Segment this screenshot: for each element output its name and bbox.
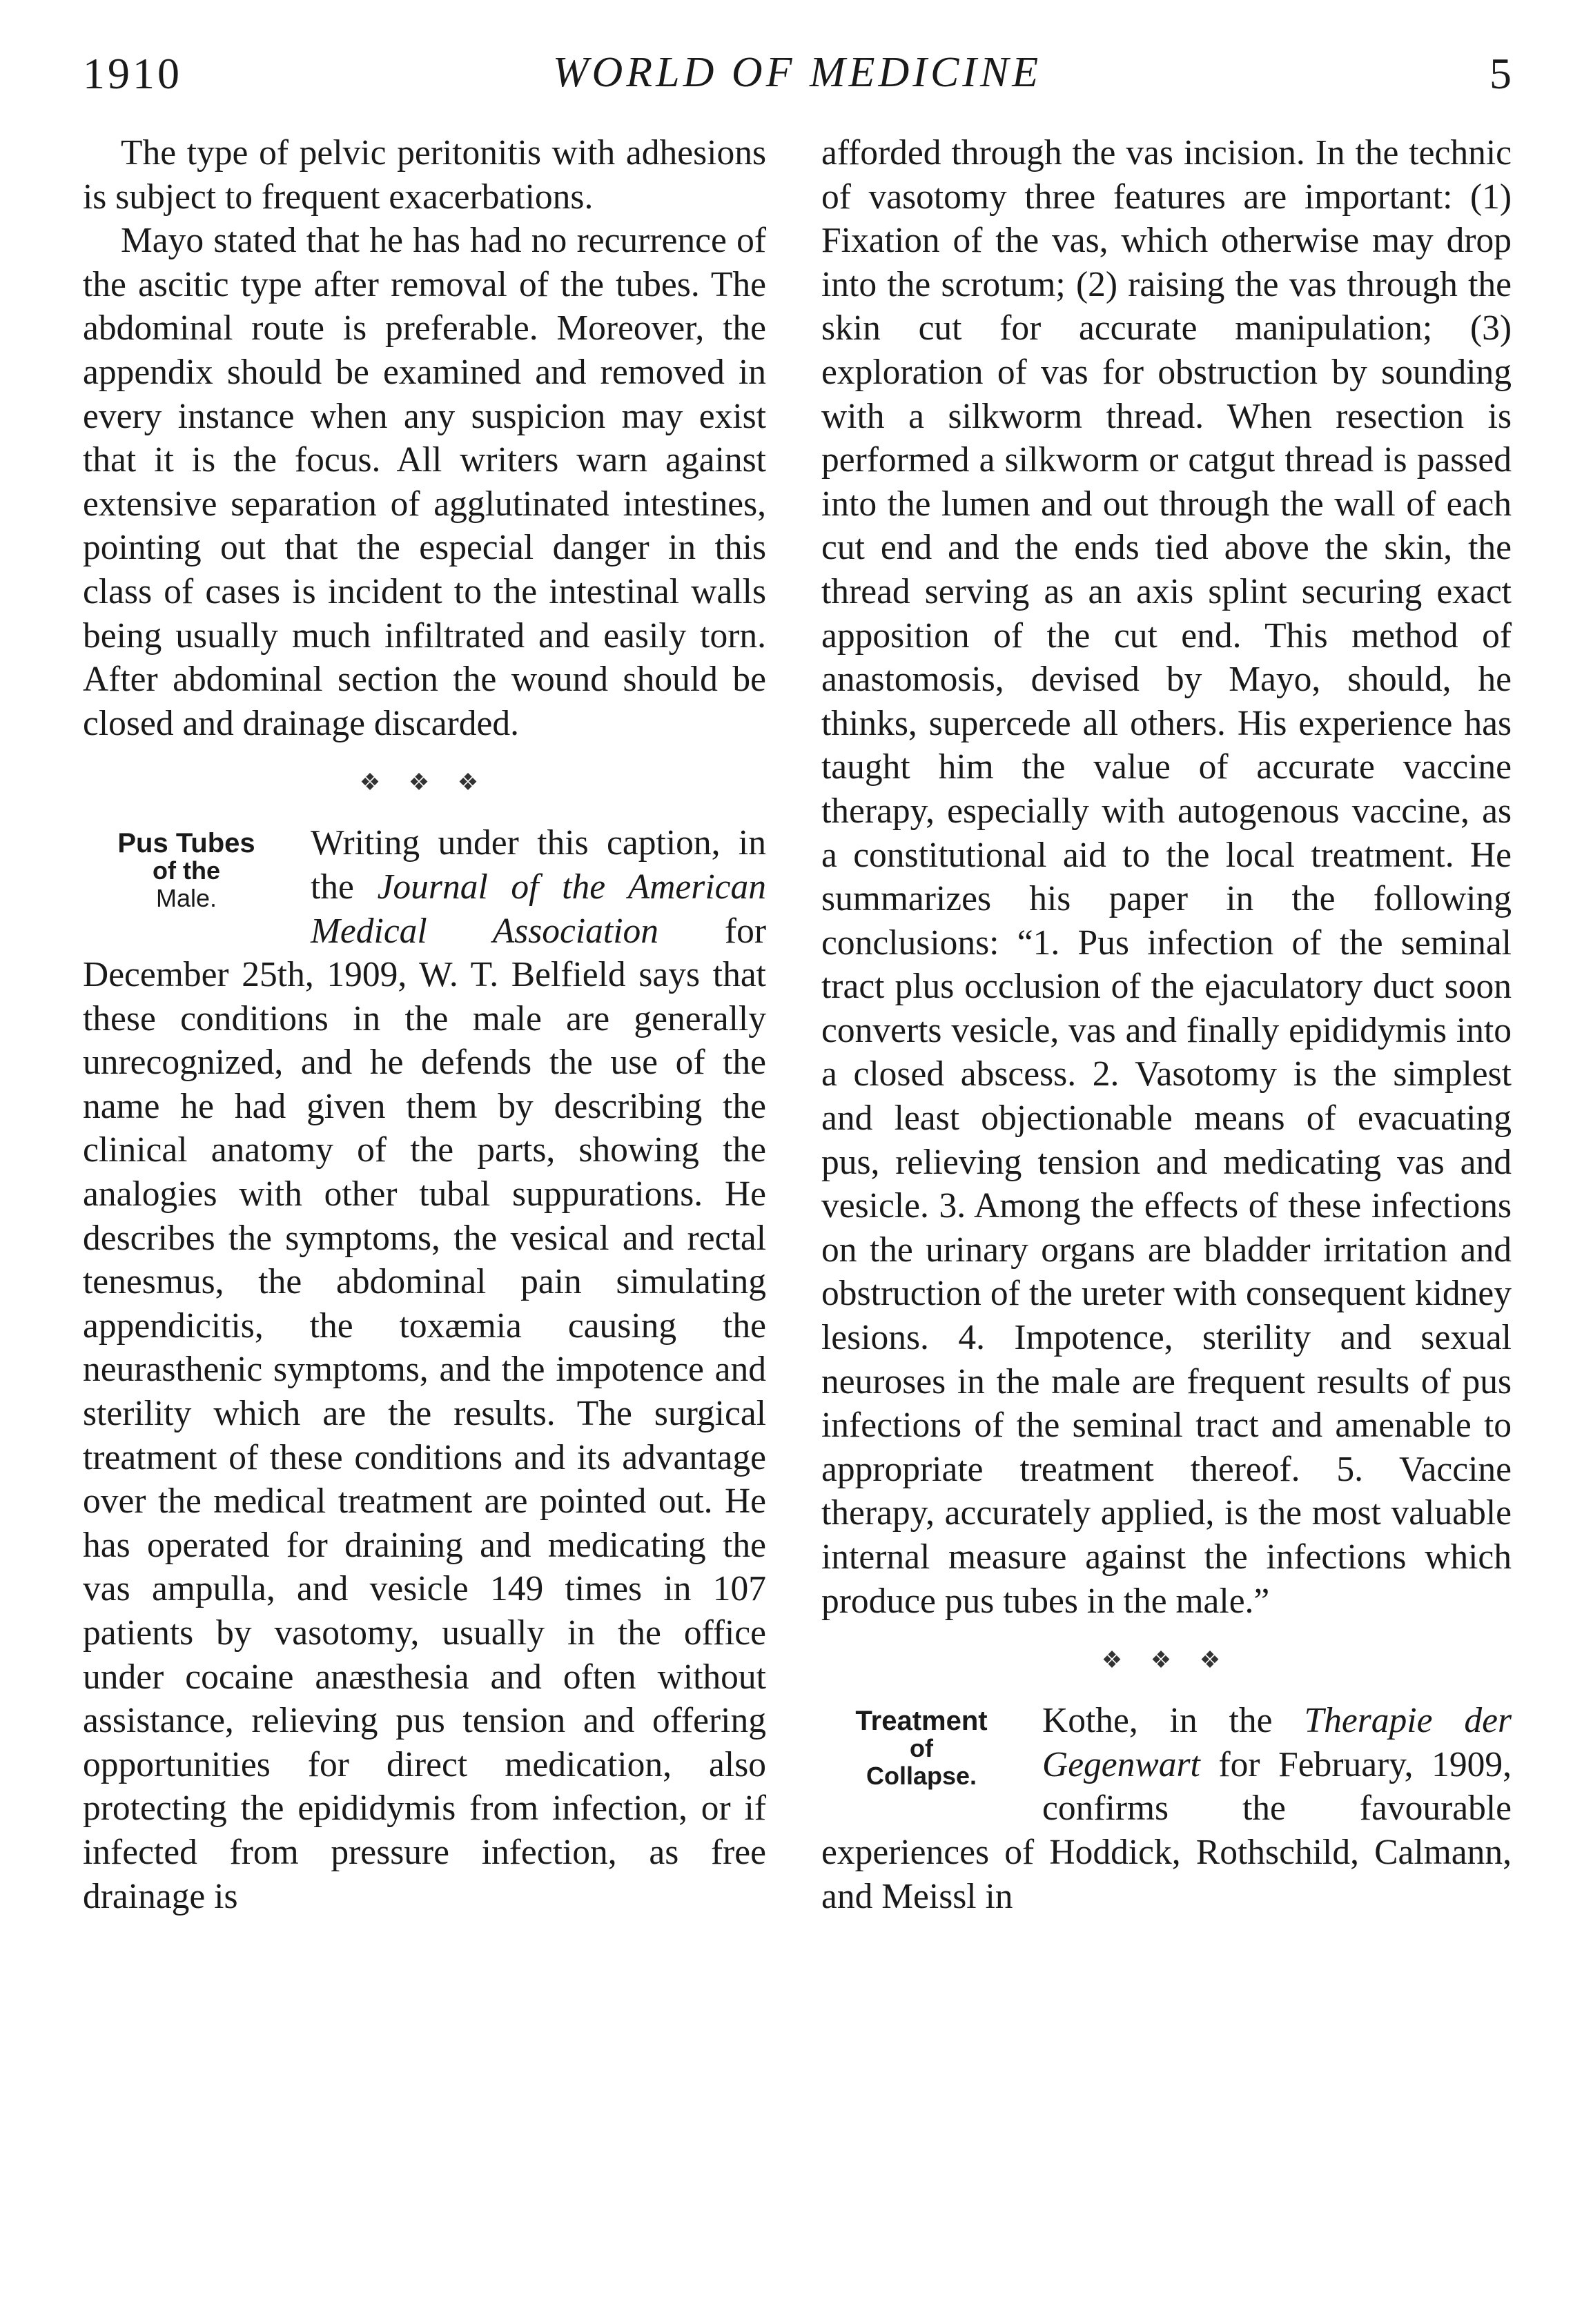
running-header bbox=[83, 48, 1512, 110]
paragraph-pus-tubes bbox=[83, 821, 766, 1918]
journal-citation: Therapie der Gegenwart bbox=[1042, 1701, 1512, 1784]
left-column bbox=[83, 131, 766, 1918]
section-treatment-of-collapse bbox=[821, 1699, 1512, 1918]
side-heading-line: Treatment bbox=[855, 1706, 988, 1737]
section-ornament: ❖ ❖ ❖ bbox=[1101, 1648, 1232, 1674]
right-column bbox=[821, 131, 1512, 1918]
header-journal-title: WORLD OF MEDICINE bbox=[552, 49, 1042, 96]
side-heading-line: of the bbox=[153, 856, 220, 885]
side-heading-line: Pus Tubes bbox=[117, 828, 255, 859]
paragraph-vasotomy: afforded through the vas incision. In the technic of vasotomy three features are important: (1) Fixation of the vas, which otherwise may drop into the scrotum; (2) raising the vas through the skin cut for accurate manipulation; (3) exploration of vas for obstruction by sounding with a silkworm thread. When resection is performed a silkworm or catgut thread is passed into the lumen and out through the wall of each cut end and the ends tied above the skin, the thread serving as an axis splint securing exact apposition of the cut end. This method of anastomosis, devised by Mayo, should, he thinks, supercede all others. His experience has taught him the value of accurate vaccine therapy, especially with autogenous vaccine, as a constitutional aid to the local treatment. He summarizes his paper in the following conclusions: “1. Pus infection of the seminal tract plus occlusion of the ejaculatory duct soon converts vesicle, vas and finally epididymis into a closed abscess. 2. Vasotomy is the simplest and least objectionable means of evacuating pus, relieving tension and medicating vas and vesicle. 3. Among the effects of these infections on the urinary organs are bladder irritation and obstruction of the ureter with consequent kidney lesions. 4. Impotence, sterility and sexual neuroses in the male are frequent results of pus infections of the seminal tract and amenable to appropriate treatment thereof. 5. Vaccine therapy, accurately applied, is the most valuable internal measure against the infections which produce pus tubes in the male.” bbox=[821, 133, 1512, 1621]
paragraph-text: for February, 1909, confirms the favourable experiences of Hoddick, Rothschild, Calmann, and Meissl in bbox=[821, 1744, 1512, 1916]
paragraph-pelvic-peritonitis: The type of pelvic peritonitis with adhesions is subject to frequent exacerbations. bbox=[83, 133, 766, 217]
paragraph-text: Kothe, in the bbox=[1042, 1701, 1305, 1741]
side-heading-line: Collapse. bbox=[866, 1762, 977, 1791]
header-year: 1910 bbox=[83, 49, 182, 98]
side-heading-treatment-of-collapse bbox=[821, 1707, 1022, 1790]
paragraph-mayo-ascitic: Mayo stated that he has had no recurrence of the ascitic type after removal of the tubes. The abdominal route is preferable. Moreover, the appendix should be examined and removed in every instance when any suspicion may exist that it is the focus. All writers warn against extensive separation of agglutinated intestines, pointing out that the especial danger in this class of cases is incident to the intestinal walls being usually much infiltrated and easily torn. After abdominal section the wound should be closed and drainage discarded. bbox=[83, 221, 766, 743]
paragraph-text: Writing under this caption, in the bbox=[311, 823, 766, 907]
side-heading-line: Male. bbox=[155, 884, 217, 913]
paragraph-text: for December 25th, 1909, W. T. Belfield says that these conditions in the male are generally unrecognized, and he defends the use of the name he had given them by describing the clinical anatomy of the parts, showing the analogies with other tubal suppurations. He describes the symptoms, the vesical and rectal tenesmus, the abdominal pain simulating appendicitis, the toxæmia causing the neurasthenic symptoms, and the impotence and sterility which are the results. The surgical treatment of these conditions and its advantage over the medical treatment are pointed out. He has operated for draining and medicating the vas ampulla, and vesicle 149 times in 107 patients by vasotomy, usually in the office under cocaine anæsthesia and often without assistance, relieving pus tension and offering opportunities for direct medication, also protecting the epididymis from infection, or if infected from pressure infection, as free drainage is bbox=[83, 911, 766, 1916]
side-heading-line: of bbox=[910, 1734, 933, 1763]
side-heading-pus-tubes bbox=[83, 829, 290, 912]
section-ornament: ❖ ❖ ❖ bbox=[359, 770, 490, 796]
header-page-number: 5 bbox=[1489, 49, 1512, 98]
journal-citation: Journal of the American Medical Association bbox=[311, 867, 766, 951]
section-pus-tubes bbox=[83, 821, 766, 1918]
